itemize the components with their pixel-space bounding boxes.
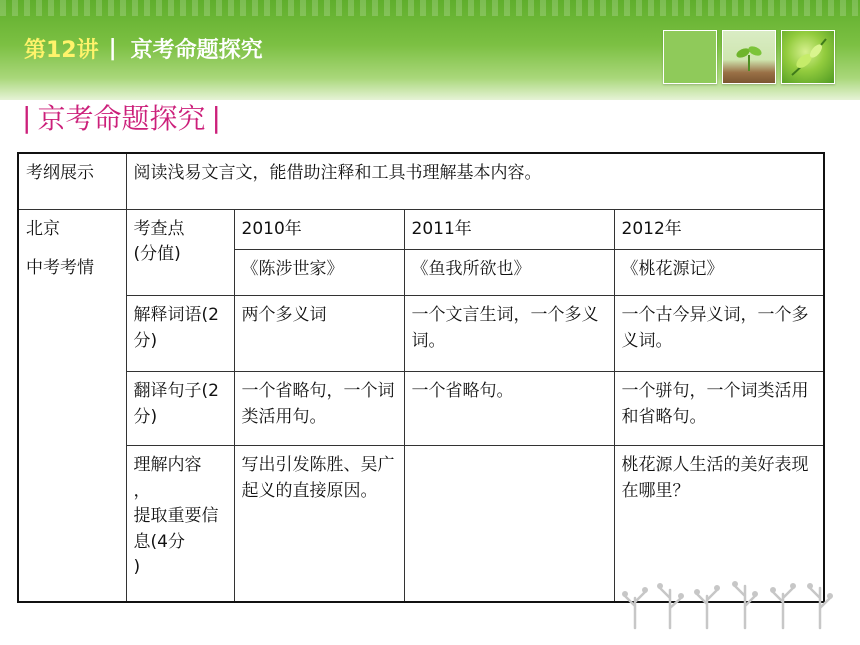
comprehension-cell-2010: [234, 446, 404, 602]
sprout-icon: [723, 31, 775, 83]
point-score-label: (分值): [133, 244, 181, 264]
comprehension-label-4: ): [133, 557, 141, 577]
header-photo-sprout: [722, 30, 776, 84]
point-label-cell: [126, 209, 234, 296]
vocab-label: 解释词语(2分): [133, 305, 219, 351]
vocab-label-cell: [126, 296, 234, 372]
comprehension-label-cell: [126, 446, 234, 602]
header-separator: |: [108, 35, 117, 61]
point-label: 考查点: [133, 218, 185, 239]
lesson-number: 第12讲: [24, 37, 99, 63]
text-cell-2012: [614, 250, 824, 296]
header-stripe: [0, 0, 860, 16]
vocab-2010: 两个多义词: [241, 305, 327, 325]
header-title: [24, 30, 263, 66]
header-text: 京考命题探究: [130, 37, 263, 63]
outline-label: 考纲展示: [26, 163, 94, 183]
outline-row: [18, 153, 824, 209]
year-cell-2010: [234, 209, 404, 250]
vocab-cell-2010: [234, 296, 404, 372]
vocab-cell-2011: [404, 296, 614, 372]
translate-cell-2012: [614, 372, 824, 446]
comprehension-label-1: 理解内容: [133, 455, 202, 475]
translate-label: 翻译句子(2分): [133, 381, 219, 427]
section-title-text: 京考命题探究: [37, 102, 206, 135]
translate-label-cell: [126, 372, 234, 446]
comprehension-label-2: ，: [133, 480, 151, 501]
section-bar-left: |: [22, 100, 32, 134]
year-2012: 2012年: [621, 218, 682, 239]
text-2011: 《鱼我所欲也》: [411, 259, 531, 279]
outline-text-cell: [126, 153, 824, 209]
comprehension-label-3: 提取重要信息(4分: [133, 506, 219, 552]
vocab-row: [18, 296, 824, 372]
year-row: [18, 209, 824, 250]
text-cell-2010: [234, 250, 404, 296]
text-2012: 《桃花源记》: [621, 259, 724, 279]
exam-table: [17, 152, 825, 603]
vocab-2012: 一个古今异义词，一个多义词。: [621, 305, 809, 351]
year-cell-2012: [614, 209, 824, 250]
header-photo-leaves: [781, 30, 835, 84]
beijing-label-cell: [18, 209, 126, 602]
comprehension-2012: 桃花源人生活的美好表现在哪里？: [621, 455, 809, 501]
header-photo-green: [663, 30, 717, 84]
translate-row: [18, 372, 824, 446]
year-cell-2011: [404, 209, 614, 250]
section-title: [16, 97, 227, 137]
comprehension-cell-2011: [404, 446, 614, 602]
translate-2011: 一个省略句。: [411, 381, 514, 401]
comprehension-2010: 写出引发陈胜、吴广起义的直接原因。: [241, 455, 395, 501]
leaf-icon: [782, 31, 834, 83]
section-bar-right: |: [211, 100, 221, 134]
plant-decoration: [615, 568, 855, 630]
text-2010: 《陈涉世家》: [241, 259, 344, 279]
beijing-label: 北京: [26, 218, 60, 239]
text-cell-2011: [404, 250, 614, 296]
translate-cell-2011: [404, 372, 614, 446]
outline-label-cell: [18, 153, 126, 209]
year-2011: 2011年: [411, 218, 472, 239]
outline-text: 阅读浅易文言文，能借助注释和工具书理解基本内容。: [133, 163, 542, 183]
translate-cell-2010: [234, 372, 404, 446]
vocab-cell-2012: [614, 296, 824, 372]
translate-2012: 一个骈句，一个词类活用和省略句。: [621, 381, 809, 427]
vocab-2011: 一个文言生词，一个多义词。: [411, 305, 599, 351]
exam-situation-label: 中考考情: [26, 258, 94, 278]
year-2010: 2010年: [241, 218, 302, 239]
translate-2010: 一个省略句，一个词类活用句。: [241, 381, 395, 427]
